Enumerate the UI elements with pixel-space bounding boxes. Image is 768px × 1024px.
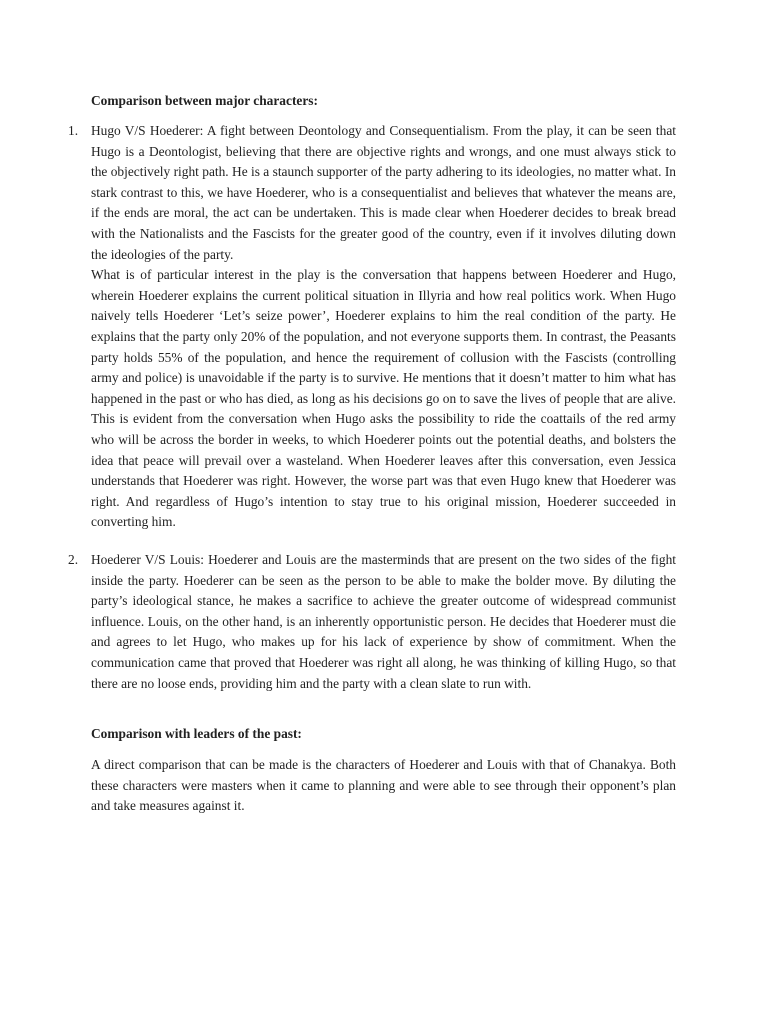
list-item-body [91,550,676,694]
list-item-hoederer-vs-louis [68,550,676,694]
list-item-hugo-vs-hoederer [68,121,676,533]
list-item-number: 2. [68,552,79,567]
heading-leaders-of-past: Comparison with leaders of the past: [91,726,302,741]
paragraph-hugo-vs-hoederer-intro: Hugo V/S Hoederer: A fight between Deontology and Consequentialism. From the play, it can be seen that Hugo is a Deontologist, believing that there are objective rights and wrongs, and one must always stick to the objectively right path. He is a staunch supporter of the party adhering to its ideologies, no matter what. In stark contrast to this, we have Hoederer, who is a consequentialist and believes that whatever the means are, if the ends are moral, the act can be undertaken. This is made clear when Hoederer decides to break bread with the Nationalists and the Fascists for the greater good of the country, even if it involves diluting down the ideologies of the party. [91,123,676,262]
heading-major-characters: Comparison between major characters: [91,93,318,108]
paragraph-hugo-vs-hoederer-conversation: What is of particular interest in the play is the conversation that happens between Hoederer and Hugo, wherein Hoederer explains the current political situation in Illyria and how real politics work. When Hugo naively tells Hoederer ‘Let’s seize power’, Hoederer explains to him the real condition of the party. He explains that the party only 20% of the population, and not everyone supports them. In contrast, the Peasants party holds 55% of the population, and hence the requirement of collusion with the Fascists (controlling army and police) is unavoidable if the party is to survive. He mentions that it doesn’t matter to him what has happened in the past or who has died, as long as his decisions go on to save the lives of people that are alive. This is evident from the conversation when Hugo asks the possibility to ride the coattails of the red army who will be across the border in weeks, to which Hoederer points out the potential deaths, and bolsters the idea that peace will prevail over a wasteland. When Hoederer leaves after this conversation, even Jessica understands that Hoederer was right. However, the worse part was that even Hugo knew that Hoederer was right. And regardless of Hugo’s intention to stay true to his original mission, Hoederer succeeded in converting him. [91,267,676,530]
paragraph-chanakya-comparison: A direct comparison that can be made is the characters of Hoederer and Louis with that of Chanakya. Both these characters were masters when it came to planning and were able to see through their opponent’s plan and take measures against it. [91,757,676,814]
paragraph-hoederer-vs-louis: Hoederer V/S Louis: Hoederer and Louis are the masterminds that are present on the two sides of the fight inside the party. Hoederer can be seen as the person to be able to make the bolder move. By diluting the party’s ideological stance, he makes a sacrifice to achieve the greater outcome of widespread communist influence. Louis, on the other hand, is an inherently opportunistic person. He decides that Hoederer must die and agrees to let Hugo, who makes up for his lack of experience by show of commitment. When the communication came that proved that Hoederer was right all along, he was thinking of killing Hugo, so that there are no loose ends, providing him and the party with a clean slate to run with. [91,552,676,691]
list-item-body [91,121,676,533]
list-item-number: 1. [68,123,79,138]
